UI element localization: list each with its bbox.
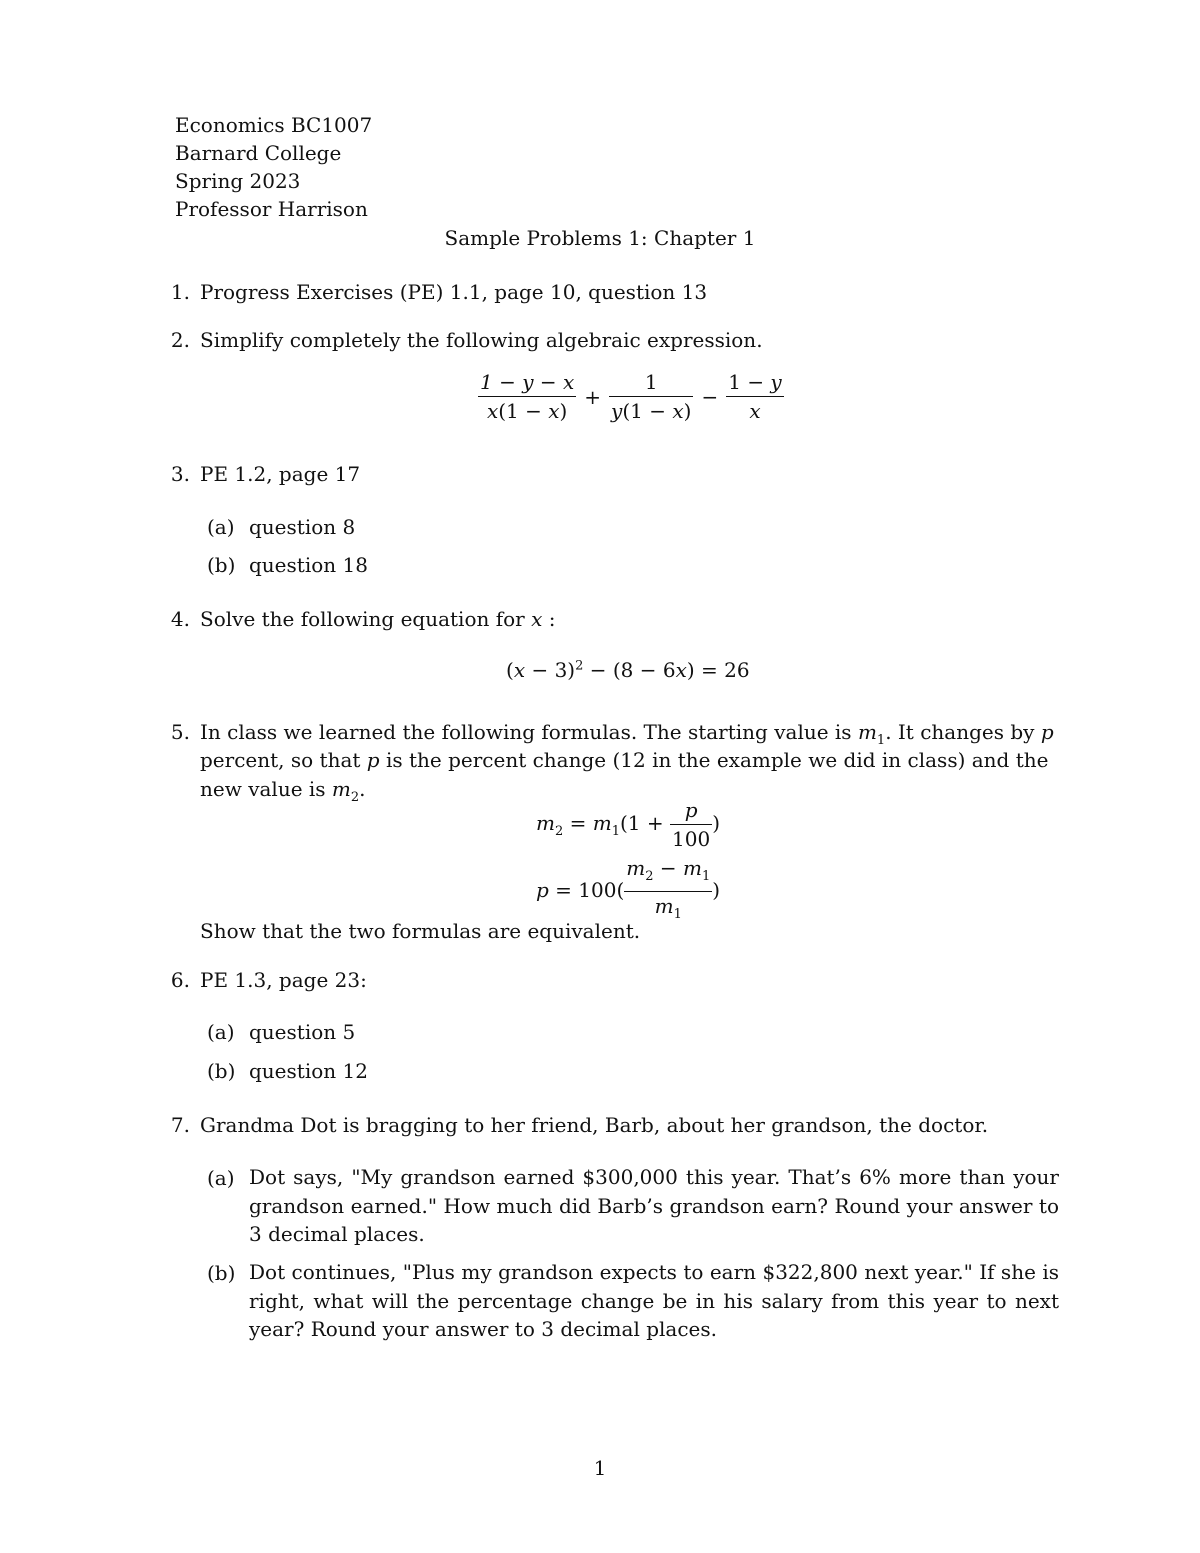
equation: $(x - 3)^2 - (8 - 6x) = 26$	[506, 658, 750, 682]
part-text: Dot says, "My grandson earned $300,000 this year. That’s 6% more than your grandson earned." How much did Barb’s grandson earn? Round your answer to 3 decimal places.	[249, 1165, 1059, 1246]
part-label: (b)	[207, 1261, 236, 1285]
part-text: question 8	[249, 515, 356, 539]
document-title: Sample Problems 1: Chapter 1	[444, 226, 756, 250]
problem-text: In class we learned the following formulas. The starting value is $m_1$. It changes by p	[200, 720, 1054, 748]
part-label: (b)	[207, 553, 236, 577]
part-label: (b)	[207, 1059, 236, 1083]
problem-number: 1.	[170, 280, 190, 304]
page-number: 1	[593, 1456, 607, 1480]
problem-number: 5.	[170, 720, 190, 744]
problem-number: 7.	[170, 1113, 190, 1137]
problem-text: PE 1.2, page 17	[200, 462, 361, 486]
problem-text: Solve the following equation for x :	[200, 607, 556, 631]
part-text: question 18	[249, 553, 368, 577]
problem-text: Progress Exercises (PE) 1.1, page 10, question 13	[200, 280, 708, 304]
problem-number: 2.	[170, 328, 190, 352]
problem-text: percent, so that p is the percent change (12 in the example we did in class) and the	[200, 748, 1049, 772]
college-name: Barnard College	[175, 141, 342, 165]
algebraic-expression: $\frac{1 - y - x}{x(1 - x)}$ + $\frac{1}{y(1 - x)}$ − $\frac{1 - y}{x}$	[480, 370, 782, 423]
part-label: (a)	[207, 515, 235, 539]
part-label: (a)	[207, 1020, 235, 1044]
problem-number: 3.	[170, 462, 190, 486]
part-text: question 12	[249, 1059, 368, 1083]
problem-text: Show that the two formulas are equivalent.	[200, 919, 641, 943]
problem-number: 6.	[170, 968, 190, 992]
problem-number: 4.	[170, 607, 190, 631]
formula-p: p = 100( $\frac{m_2 - m_1}{m_1}$ )	[536, 856, 721, 922]
course-name: Economics BC1007	[175, 113, 373, 137]
term: Spring 2023	[175, 169, 301, 193]
problem-text: Grandma Dot is bragging to her friend, Barb, about her grandson, the doctor.	[200, 1113, 989, 1137]
problem-text: Simplify completely the following algebraic expression.	[200, 328, 763, 352]
part-label: (a)	[207, 1166, 235, 1190]
part-text: Dot continues, "Plus my grandson expects to earn $322,800 next year." If she is right, what will the percentage change be in his salary from this year to next year? Round your answer to 3 decimal places.	[249, 1260, 1059, 1341]
part-text: question 5	[249, 1020, 356, 1044]
problem-text: PE 1.3, page 23:	[200, 968, 367, 992]
problem-text: new value is $m_2$.	[200, 777, 366, 805]
professor: Professor Harrison	[175, 197, 368, 221]
formula-m2: $m_2 = m_1(1$ + $\frac{p}{100}$ )	[536, 798, 720, 851]
